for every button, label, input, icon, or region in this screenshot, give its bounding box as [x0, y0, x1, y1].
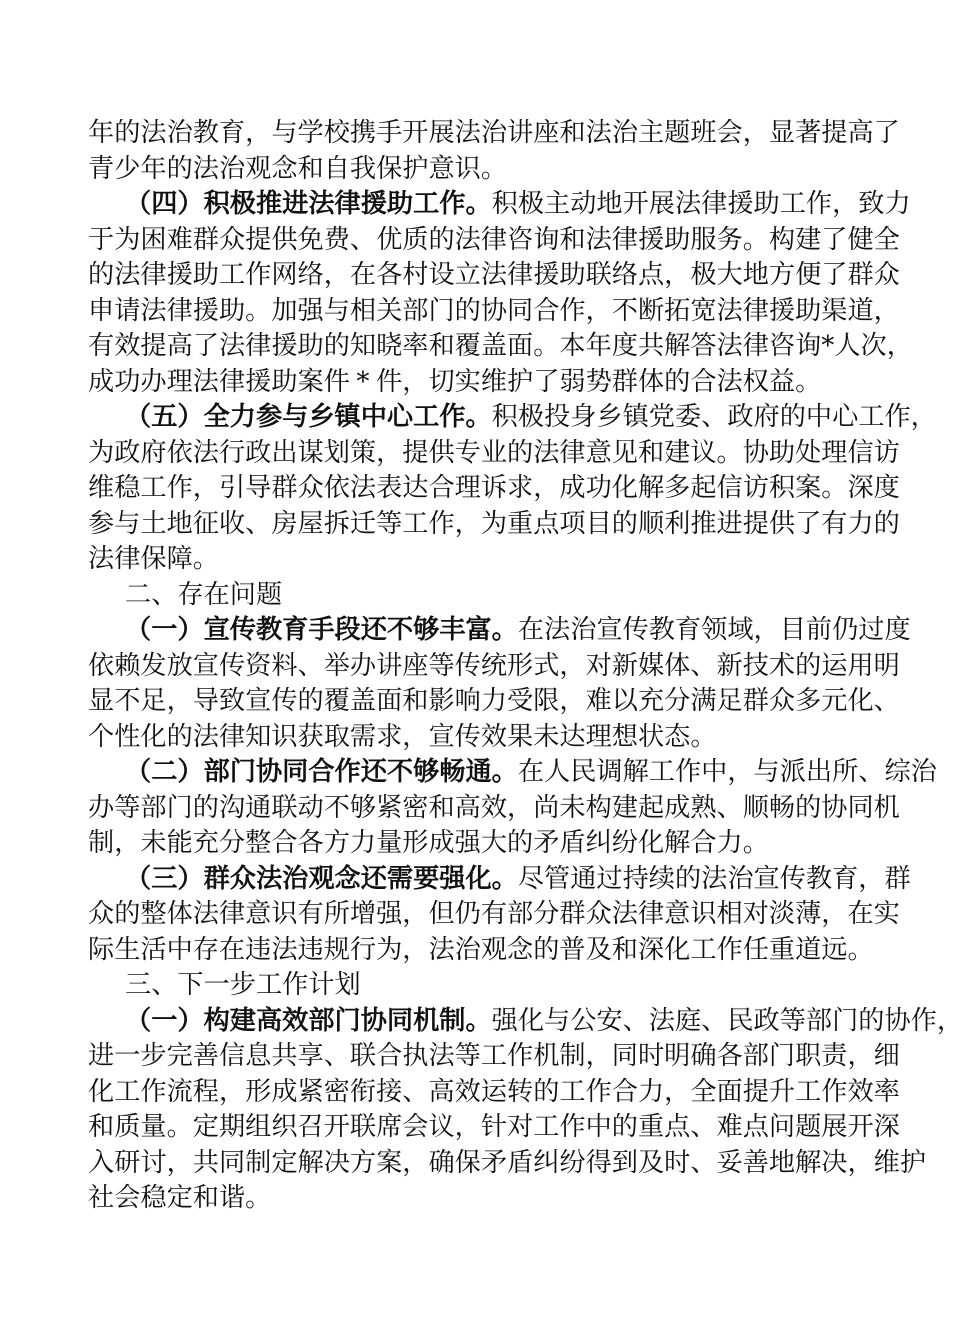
text-line: （ 三 ） 群 众 法 治 观 念 还 需 要 强 化 。 尽 管 通 过 持 续 的 法 治 宣 传 教 育 ， 群 — [125, 863, 911, 894]
paragraph — [88, 1004, 963, 1217]
text-line: 有 效 提 高 了 法 律 援 助 的 知 晓 率 和 覆 盖 面 。 本 年 度 共 解 答 法 律 咨 询 * 人 次 ， — [88, 331, 913, 361]
paragraph — [88, 755, 937, 862]
text-line: 维 稳 工 作 ， 引 导 群 众 依 法 表 达 合 理 诉 求 ， 成 功 化 解 多 起 信 访 积 案 。 深 度 — [88, 473, 900, 503]
paragraph — [88, 187, 913, 400]
text-line: 显 不 足 ， 导 致 宣 传 的 覆 盖 面 和 影 响 力 受 限 ， 难 以 充 分 满 足 群 众 多 元 化 、 — [88, 686, 900, 716]
paragraph — [88, 613, 911, 755]
text-line: （ 五 ） 全 力 参 与 乡 镇 中 心 工 作 。 积 极 投 身 乡 镇 党 委 、 政 府 的 中 心 工 作 ， — [125, 402, 937, 432]
text-line: 二 、 存 在 问 题 — [125, 579, 283, 610]
text-line: 于 为 困 难 群 众 提 供 免 费 、 优 质 的 法 律 咨 询 和 法 律 援 助 服 务 。 构 建 了 健 全 — [88, 224, 900, 255]
text-line: 的 法 律 援 助 工 作 网 络 ， 在 各 村 设 立 法 律 援 助 联 络 点 ， 极 大 地 方 便 了 群 众 — [88, 260, 900, 290]
text-line: 年 的 法 治 教 育 ， 与 学 校 携 手 开 展 法 治 讲 座 和 法 治 主 题 班 会 ， 显 著 提 高 了 — [88, 118, 900, 148]
text-line: 申 请 法 律 援 助 。 加 强 与 相 关 部 门 的 协 同 合 作 ， 不 断 拓 宽 法 律 援 助 渠 道 ， — [88, 295, 900, 326]
text-line: 社 会 稳 定 和 谐 。 — [88, 1183, 272, 1213]
text-line: （ 一 ） 构 建 高 效 部 门 协 同 机 制 。 强 化 与 公 安 、 法 庭 、 民 政 等 部 门 的 协 作 ， — [125, 1005, 963, 1036]
text-line: 制 ， 未 能 充 分 整 合 各 方 力 量 形 成 强 大 的 矛 盾 纠 纷 化 解 合 力 。 — [88, 828, 769, 858]
text-line: 三 、 下 一 步 工 作 计 划 — [125, 970, 361, 1000]
text-line: 为 政 府 依 法 行 政 出 谋 划 策 ， 提 供 专 业 的 法 律 意 见 和 建 议 。 协 助 处 理 信 访 — [88, 437, 900, 468]
text-line: 个 性 化 的 法 律 知 识 获 取 需 求 ， 宣 传 效 果 未 达 理 想 状 态 。 — [88, 721, 717, 752]
text-line: （ 四 ） 积 极 推 进 法 律 援 助 工 作 。 积 极 主 动 地 开 展 法 律 援 助 工 作 ， 致 力 — [125, 189, 911, 219]
text-line: 入 研 讨 ， 共 同 制 定 解 决 方 案 ， 确 保 矛 盾 纠 纷 得 到 及 时 、 妥 善 地 解 决 ， 维 护 — [88, 1147, 926, 1178]
text-line: （ 二 ） 部 门 协 同 合 作 还 不 够 畅 通 。 在 人 民 调 解 工 作 中 ， 与 派 出 所 、 综 治 — [125, 757, 937, 787]
text-line: 进 一 步 完 善 信 息 共 享 、 联 合 执 法 等 工 作 机 制 ， 同 时 明 确 各 部 门 职 责 ， 细 — [88, 1041, 900, 1071]
text-line: 参 与 土 地 征 收 、 房 屋 拆 迁 等 工 作 ， 为 重 点 项 目 的 顺 利 推 进 提 供 了 有 力 的 — [88, 508, 900, 539]
text-line: 际 生 活 中 存 在 违 法 违 规 行 为 ， 法 治 观 念 的 普 及 和 深 化 工 作 任 重 道 远 。 — [88, 934, 874, 965]
text-line: 众 的 整 体 法 律 意 识 有 所 增 强 ， 但 仍 有 部 分 群 众 法 律 意 识 相 对 淡 薄 ， 在 实 — [88, 899, 900, 929]
text-line: 青 少 年 的 法 治 观 念 和 自 我 保 护 意 识 。 — [88, 153, 507, 184]
paragraph — [88, 116, 900, 187]
text-line: 化 工 作 流 程 ， 形 成 紧 密 衔 接 、 高 效 运 转 的 工 作 合 力 ， 全 面 提 升 工 作 效 率 — [88, 1076, 900, 1107]
text-line: （ 一 ） 宣 传 教 育 手 段 还 不 够 丰 富 。 在 法 治 宣 传 教 育 领 域 ， 目 前 仍 过 度 — [125, 615, 911, 645]
paragraph — [88, 400, 937, 578]
text-line: 办 等 部 门 的 沟 通 联 动 不 够 紧 密 和 高 效 ， 尚 未 构 建 起 成 熟 、 顺 畅 的 协 同 机 — [88, 792, 900, 823]
document-page — [88, 116, 963, 1217]
text-line: 依 赖 发 放 宣 传 资 料 、 举 办 讲 座 等 传 统 形 式 ， 对 新 媒 体 、 新 技 术 的 运 用 明 — [88, 650, 900, 681]
text-line: 和 质 量 。 定 期 组 织 召 开 联 席 会 议 ， 针 对 工 作 中 的 重 点 、 难 点 问 题 展 开 深 — [88, 1112, 900, 1142]
text-line: 成 功 办 理 法 律 援 助 案 件 * 件 ， 切 实 维 护 了 弱 势 群 体 的 合 法 权 益 。 — [88, 366, 822, 397]
section-heading — [88, 968, 862, 1004]
section-heading — [88, 578, 862, 614]
text-line: 法 律 保 障 。 — [88, 544, 219, 574]
paragraph — [88, 862, 911, 969]
